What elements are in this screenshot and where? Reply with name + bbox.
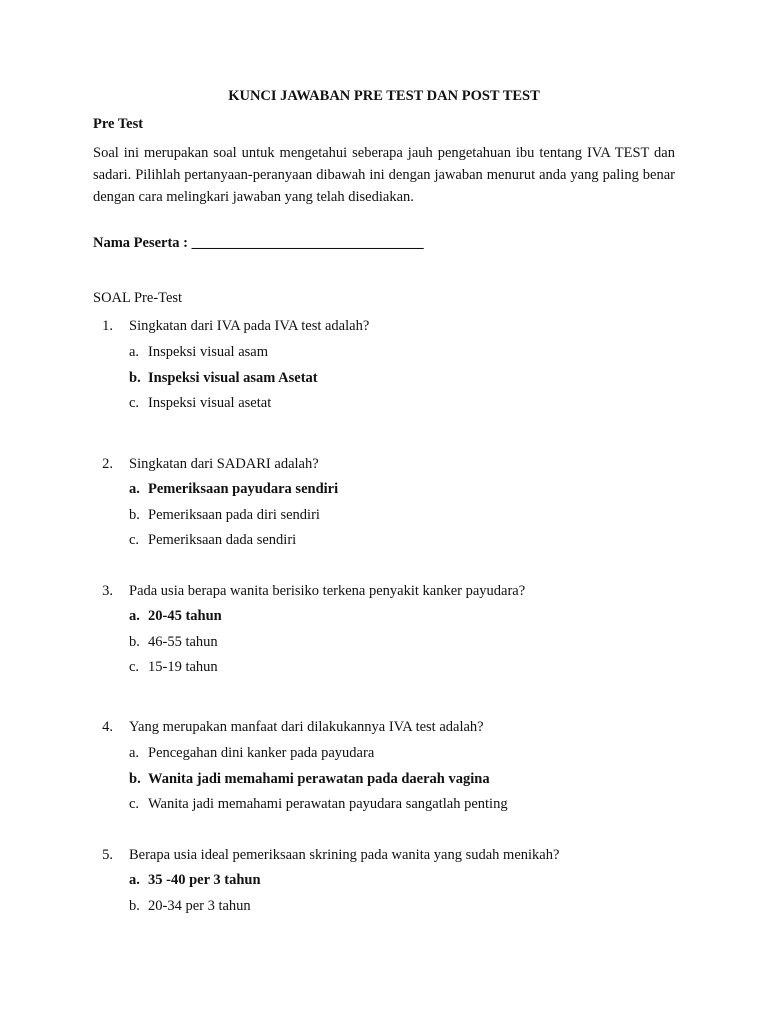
option-text-correct: Wanita jadi memahami perawatan pada daerah vagina xyxy=(148,771,490,787)
question-number: 2. xyxy=(102,456,113,472)
question-number: 5. xyxy=(102,847,113,863)
option-text-correct: Pemeriksaan payudara sendiri xyxy=(148,481,339,497)
question-number: 1. xyxy=(102,318,113,334)
option-text: Inspeksi visual asam xyxy=(148,344,269,360)
option-text: 46-55 tahun xyxy=(148,634,218,650)
option-letter: c. xyxy=(129,532,140,548)
option-letter-correct: a. xyxy=(129,872,140,888)
option-letter-correct: a. xyxy=(129,481,140,497)
option-text: Pemeriksaan pada diri sendiri xyxy=(148,507,320,523)
option-letter: c. xyxy=(129,395,140,411)
question-text: Pada usia berapa wanita berisiko terkena penyakit kanker payudara? xyxy=(129,583,526,599)
option-text: Pemeriksaan dada sendiri xyxy=(148,532,297,548)
option-letter: a. xyxy=(129,344,140,360)
option-letter: b. xyxy=(129,634,140,650)
option-letter-correct: b. xyxy=(129,771,141,787)
participant-name-field: Nama Peserta : ________________________________ xyxy=(93,235,424,251)
option-text-correct: Inspeksi visual asam Asetat xyxy=(148,370,318,386)
document-title: KUNCI JAWABAN PRE TEST DAN POST TEST xyxy=(228,88,540,104)
question-text: Yang merupakan manfaat dari dilakukannya IVA test adalah? xyxy=(129,719,484,735)
section-heading: Pre Test xyxy=(93,116,144,132)
soal-heading: SOAL Pre-Test xyxy=(93,290,183,306)
question-text: Singkatan dari IVA pada IVA test adalah? xyxy=(129,318,370,334)
option-letter: c. xyxy=(129,796,140,812)
question-number: 4. xyxy=(102,719,113,735)
option-text: Inspeksi visual asetat xyxy=(148,395,272,411)
option-text-correct: 35 -40 per 3 tahun xyxy=(148,872,261,888)
option-text: Pencegahan dini kanker pada payudara xyxy=(148,745,375,761)
intro-paragraph: Soal ini merupakan soal untuk mengetahui seberapa jauh pengetahuan ibu tentang IVA TEST dan sadari. Pilihlah pertanyaan-peranyaan dibawah ini dengan jawaban menurut anda yang paling benar dengan cara melingkari jawaban yang telah disediakan. xyxy=(93,145,675,205)
option-letter-correct: a. xyxy=(129,608,140,624)
option-letter: b. xyxy=(129,507,140,523)
option-text-correct: 20-45 tahun xyxy=(148,608,222,624)
option-text: 15-19 tahun xyxy=(148,659,218,675)
option-text: Wanita jadi memahami perawatan payudara sangatlah penting xyxy=(148,796,508,812)
question-text: Berapa usia ideal pemeriksaan skrining pada wanita yang sudah menikah? xyxy=(129,847,560,863)
option-text: 20-34 per 3 tahun xyxy=(148,898,251,914)
option-letter: b. xyxy=(129,898,140,914)
option-letter: c. xyxy=(129,659,140,675)
question-number: 3. xyxy=(102,583,113,599)
question-text: Singkatan dari SADARI adalah? xyxy=(129,456,319,472)
option-letter-correct: b. xyxy=(129,370,141,386)
option-letter: a. xyxy=(129,745,140,761)
